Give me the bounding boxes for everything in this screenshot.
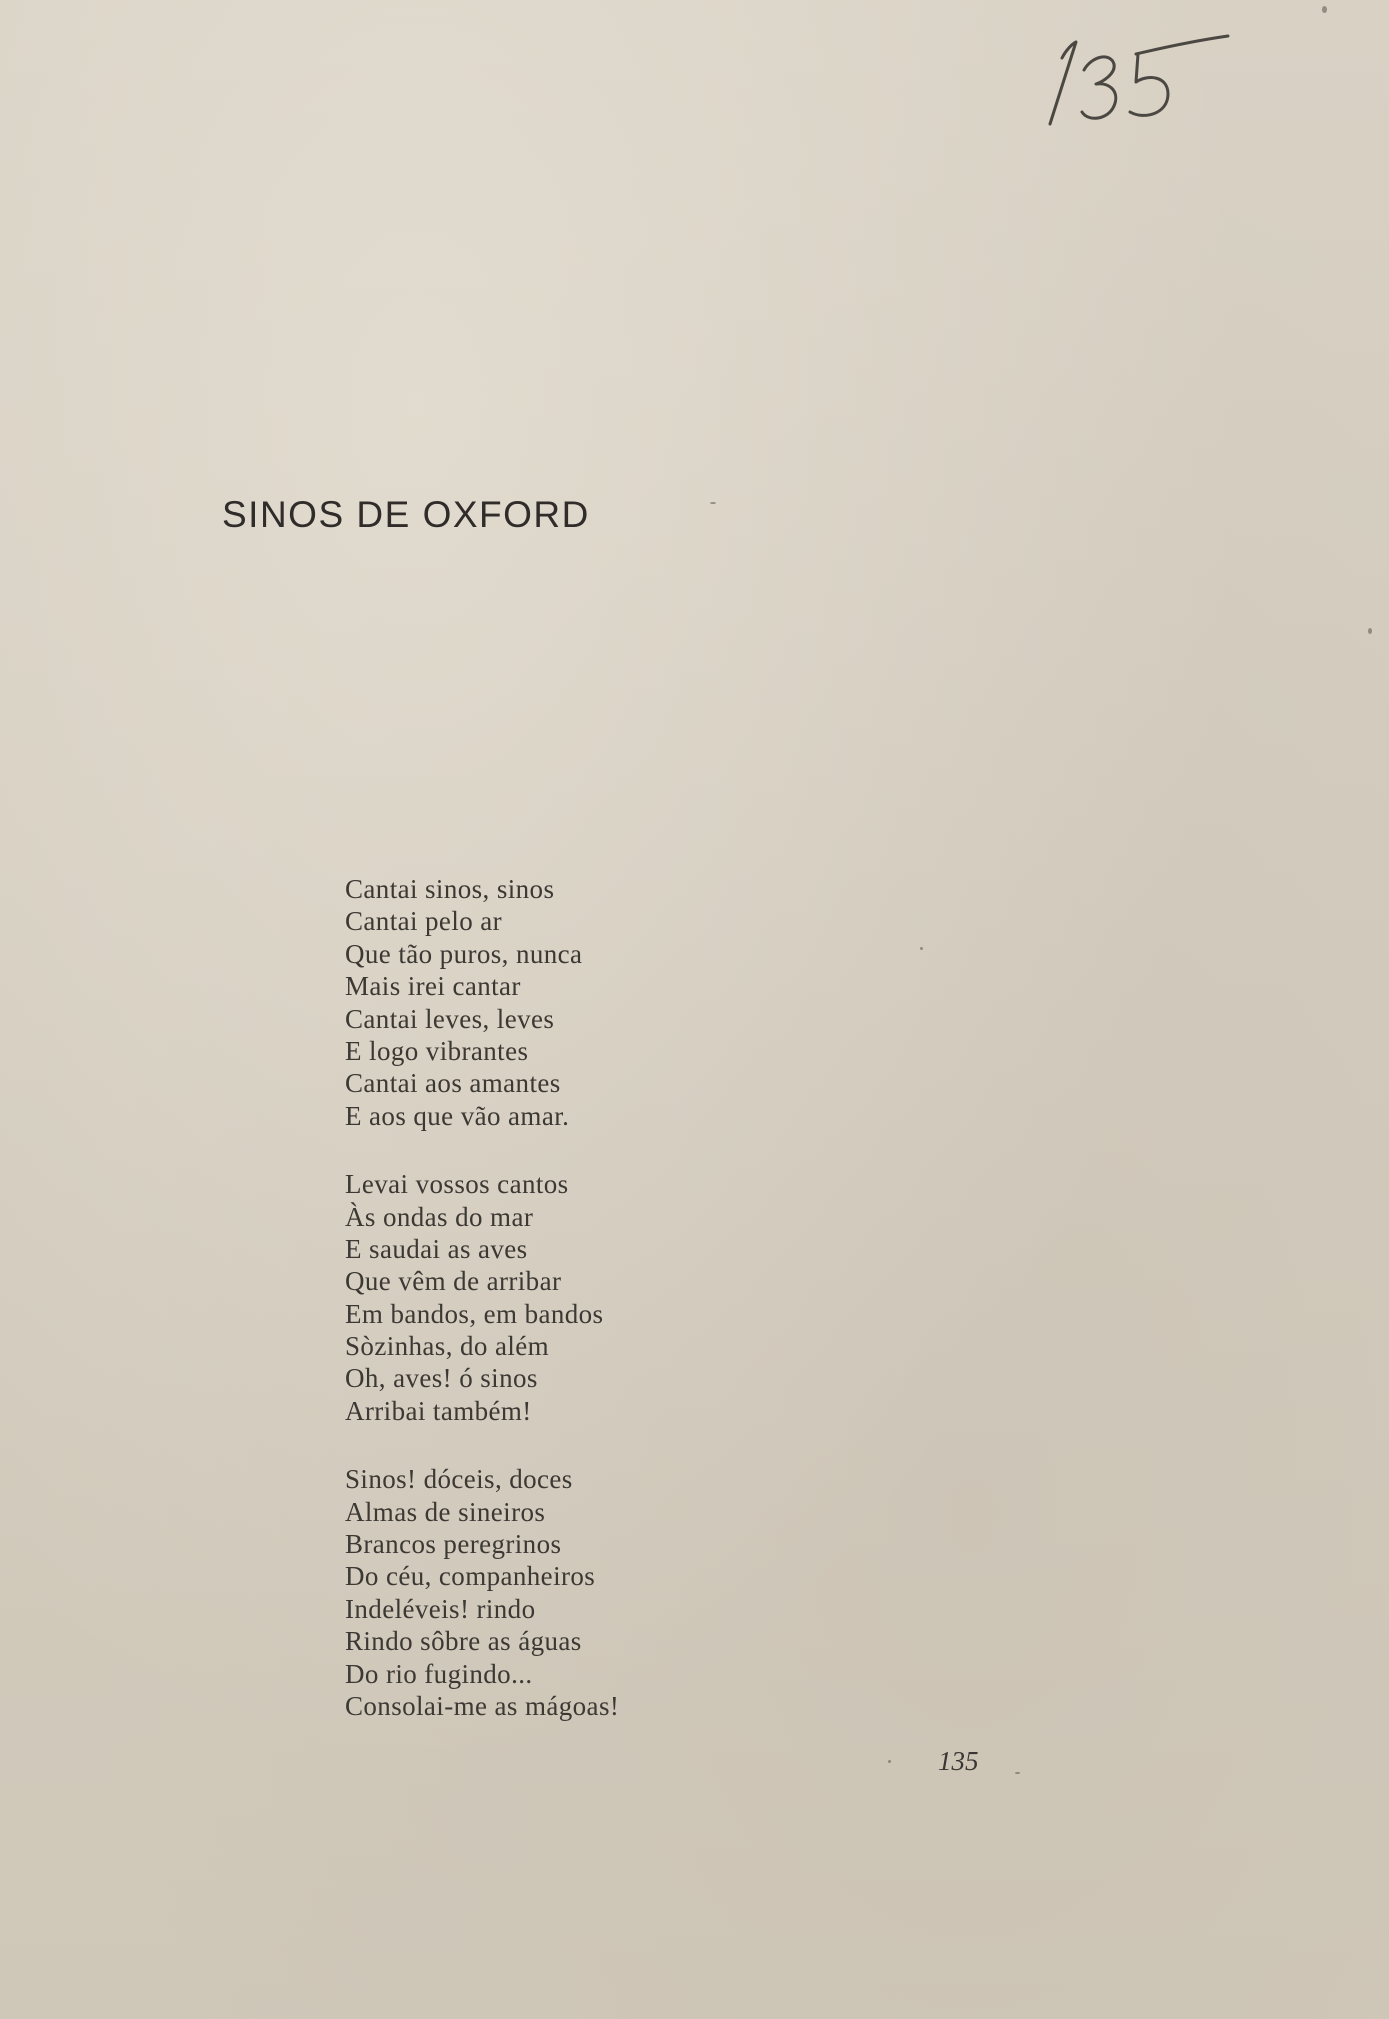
- verse-line: Do rio fugindo...: [345, 1658, 533, 1689]
- verse-line: Que tão puros, nunca: [345, 938, 583, 969]
- paper-speck: [1015, 1772, 1020, 1774]
- verse-line: Almas de sineiros: [345, 1496, 546, 1527]
- verse-line: Rindo sôbre as águas: [345, 1626, 582, 1657]
- verse-line: Em bandos, em bandos: [345, 1298, 604, 1329]
- handwritten-page-number: [1040, 20, 1240, 140]
- verse-line: Do céu, companheiros: [345, 1561, 596, 1592]
- verse-line: E logo vibrantes: [345, 1035, 529, 1066]
- verse-line: Cantai leves, leves: [345, 1003, 555, 1034]
- stanza-2: [345, 1168, 765, 1427]
- verse-line: Cantai aos amantes: [345, 1068, 561, 1099]
- verse-line: Levai vossos cantos: [345, 1169, 569, 1200]
- verse-line: Oh, aves! ó sinos: [345, 1363, 538, 1394]
- verse-line: Cantai pelo ar: [345, 906, 503, 937]
- paper-speck: [1368, 628, 1372, 634]
- paper-speck: [920, 947, 923, 950]
- verse-line: Sinos! dóceis, doces: [345, 1464, 573, 1495]
- verse-line: Que vêm de arribar: [345, 1266, 562, 1297]
- poem-title: SINOS DE OXFORD: [222, 494, 590, 535]
- stanza-1: [345, 873, 765, 1132]
- verse-line: Cantai sinos, sinos: [345, 874, 555, 904]
- verse-line: Sòzinhas, do além: [345, 1331, 550, 1362]
- paper-speck: [1322, 6, 1327, 13]
- verse-line: E aos que vão amar.: [345, 1100, 570, 1131]
- verse-line: Às ondas do mar: [345, 1201, 534, 1232]
- verse-line: Mais irei cantar: [345, 971, 521, 1002]
- paper-speck: [888, 1760, 891, 1763]
- handwritten-135-ink: [1040, 20, 1240, 140]
- paper-speck: [710, 502, 716, 504]
- verse-line: Arribai também!: [345, 1395, 532, 1426]
- verse-line: Indeléveis! rindo: [345, 1593, 536, 1624]
- stanza-3: [345, 1463, 765, 1722]
- printed-page-number: 135: [938, 1746, 979, 1776]
- poem-body: [345, 873, 765, 1722]
- verse-line: Brancos peregrinos: [345, 1529, 562, 1560]
- verse-line: E saudai as aves: [345, 1233, 528, 1264]
- verse-line: Consolai-me as mágoas!: [345, 1690, 620, 1721]
